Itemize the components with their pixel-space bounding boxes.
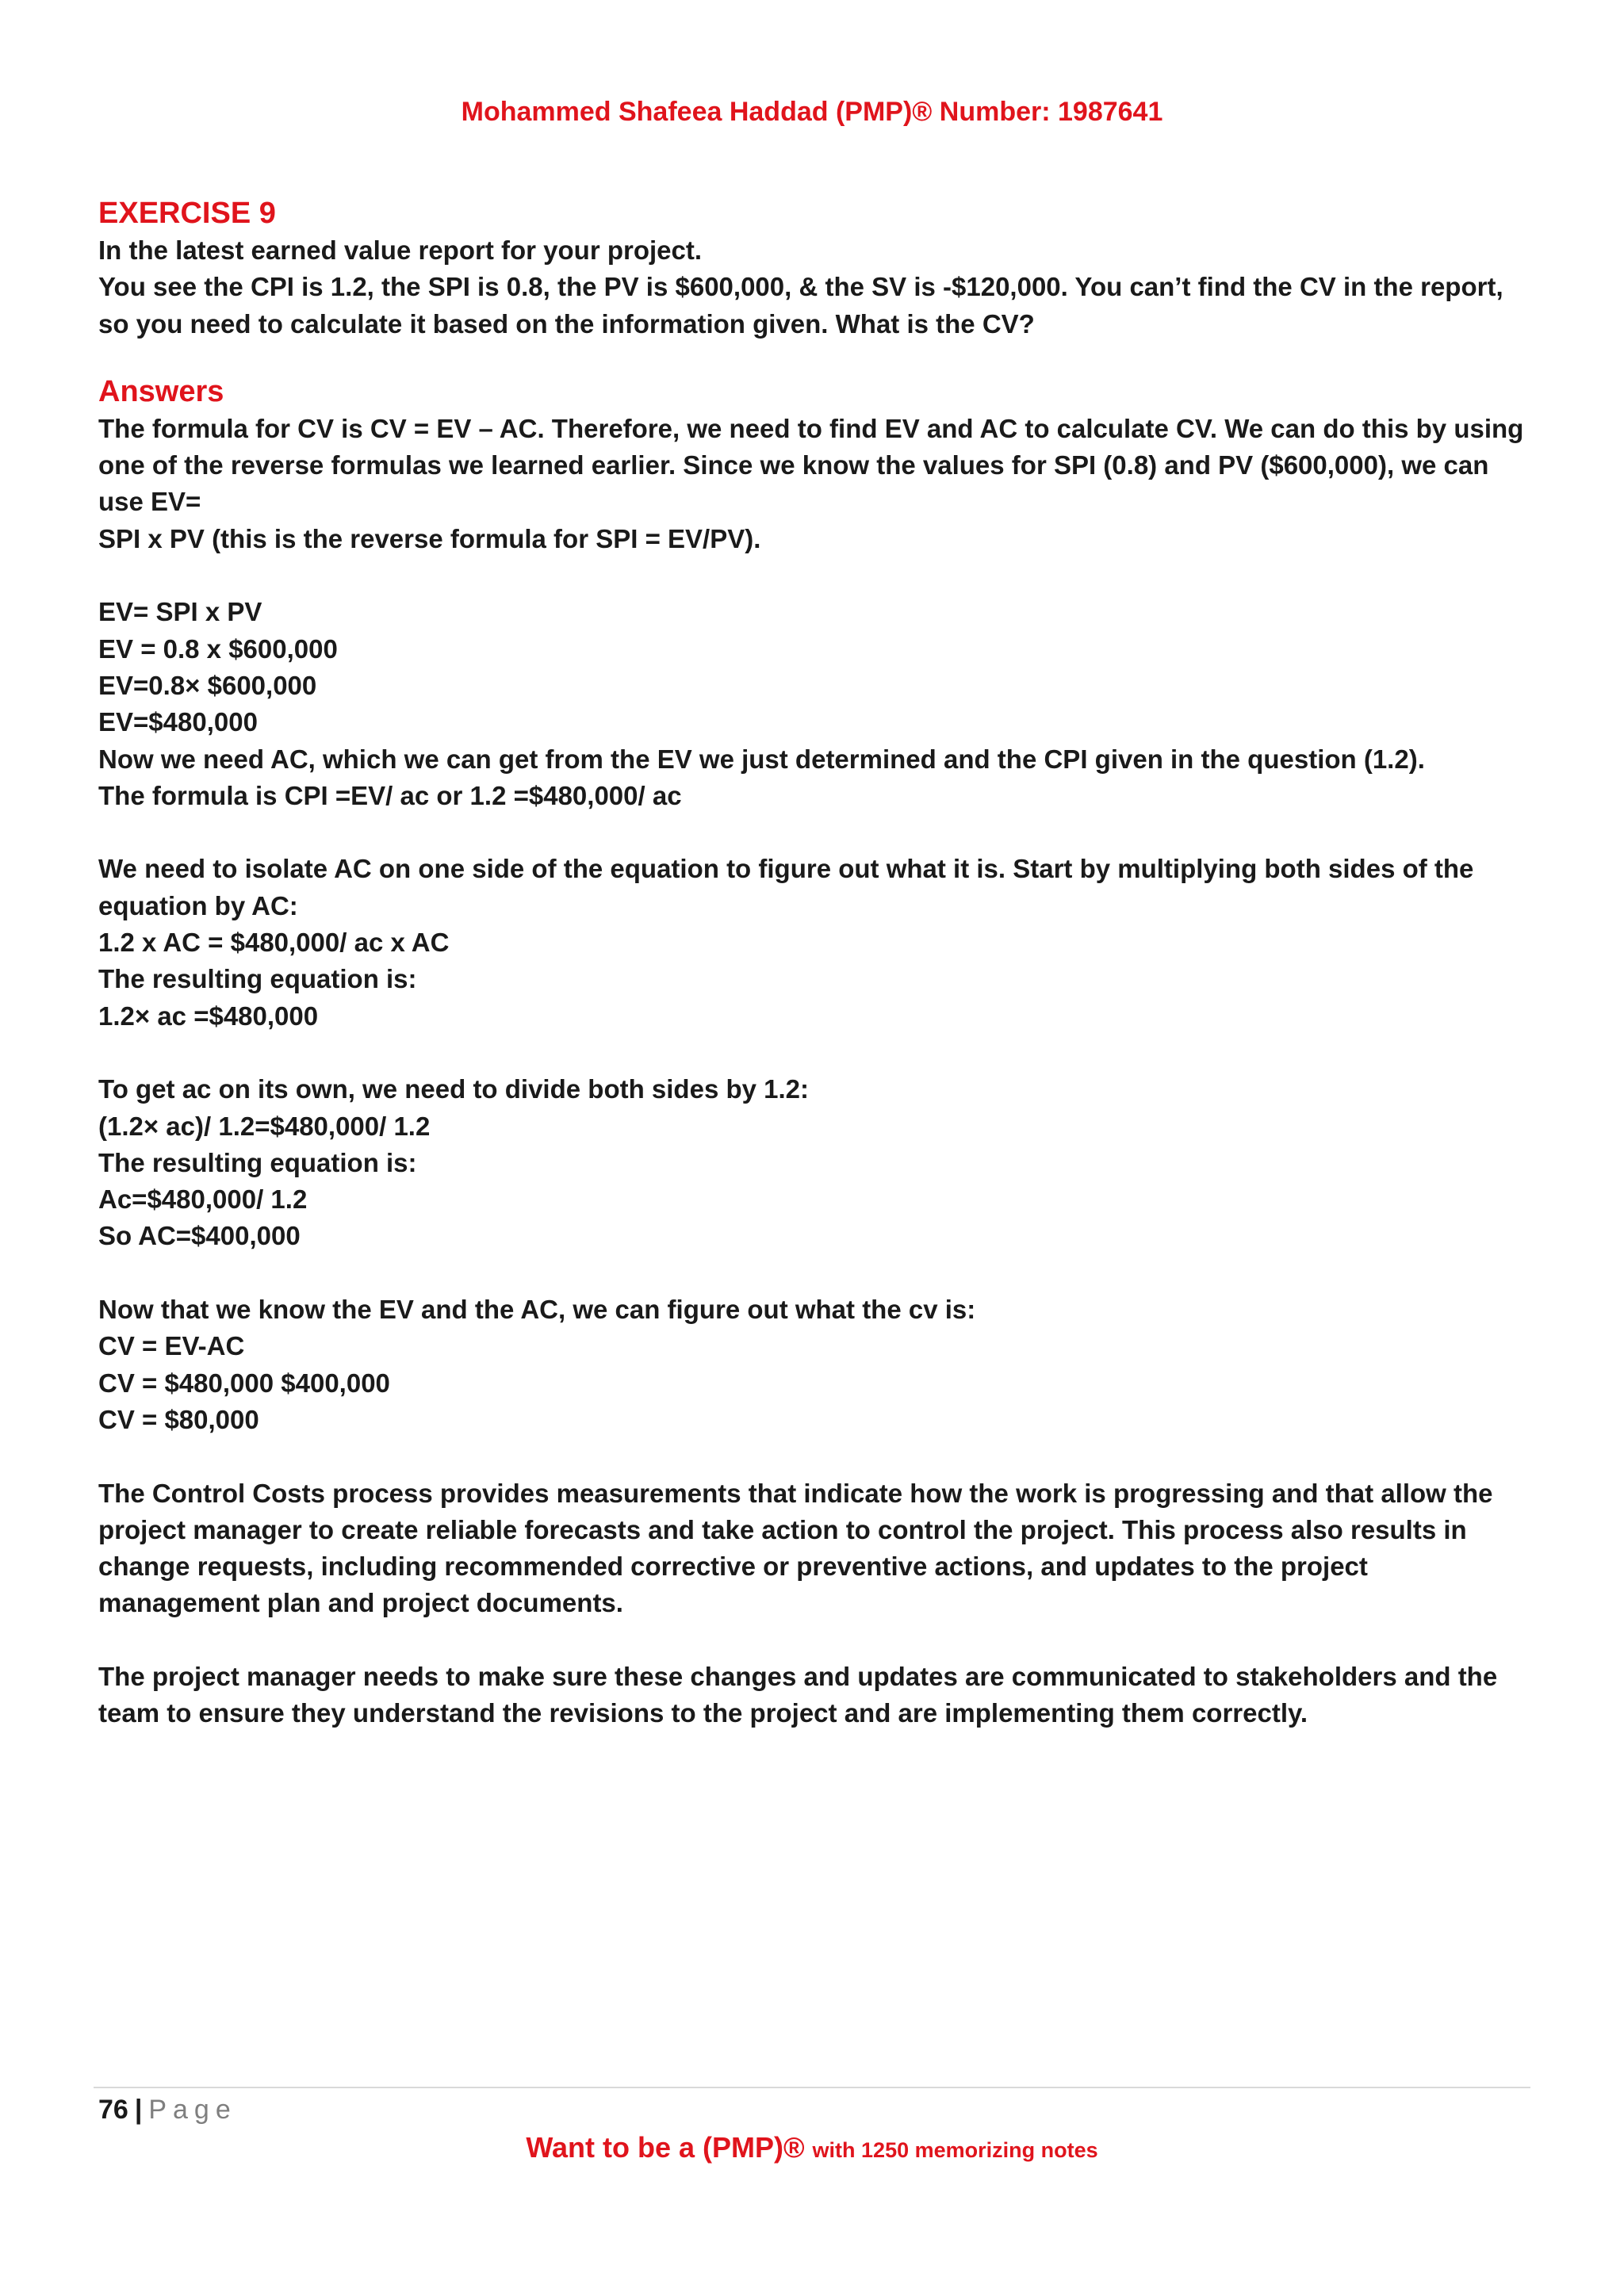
answers-body [98, 411, 1524, 1732]
page-content [98, 194, 1524, 1732]
footer-divider [94, 2087, 1530, 2088]
answer-line: management plan and project documents. [98, 1588, 623, 1618]
answer-line: project manager to create reliable forecasts and take action to control the project. This process also results in [98, 1514, 1467, 1544]
answer-line: We need to isolate AC on one side of the equation to figure out what it is. Start by multiplying both sides of the [98, 854, 1474, 884]
answer-line: 1.2 x AC = $480,000/ ac x AC [98, 928, 450, 958]
answer-line: The resulting equation is: [98, 964, 417, 994]
footer-tagline [0, 2131, 1624, 2164]
answer-line: team to ensure they understand the revisions to the project and are implementing them correctly. [98, 1698, 1308, 1728]
answer-line: The formula is CPI =EV/ ac or 1.2 =$480,000/ ac [98, 780, 682, 810]
exercise-title: EXERCISE 9 [98, 197, 276, 230]
answer-line: To get ac on its own, we need to divide both sides by 1.2: [98, 1074, 810, 1104]
answer-line: 1.2× ac =$480,000 [98, 1001, 319, 1031]
question-line: In the latest earned value report for your project. [98, 235, 703, 265]
answer-line: The Control Costs process provides measurements that indicate how the work is progressing and that allow the [98, 1478, 1493, 1508]
answer-line: (1.2× ac)/ 1.2=$480,000/ 1.2 [98, 1111, 431, 1141]
answer-line: Now that we know the EV and the AC, we can figure out what the cv is: [98, 1295, 976, 1325]
answer-line: EV = 0.8 x $600,000 [98, 633, 338, 664]
blank-line [98, 814, 1510, 851]
answer-line: EV= SPI x PV [98, 597, 262, 627]
tagline-small: with 1250 memorizing notes [812, 2138, 1098, 2162]
page-number: 76 [98, 2095, 128, 2125]
page-separator: | [134, 2095, 143, 2125]
blank-line [98, 557, 1510, 594]
answer-line: The formula for CV is CV = EV – AC. Therefore, we need to find EV and AC to calculate CV. We can do this by using [98, 413, 1524, 443]
answer-line: So AC=$400,000 [98, 1221, 301, 1251]
answer-line: EV=0.8× $600,000 [98, 670, 317, 700]
answer-line: Ac=$480,000/ 1.2 [98, 1184, 308, 1215]
exercise-question [98, 232, 1510, 342]
section-spacer [98, 342, 1510, 373]
page-header: Mohammed Shafeea Haddad (PMP)® Number: 1987641 [461, 97, 1163, 127]
answer-line: equation by AC: [98, 890, 298, 920]
answer-line: CV = EV-AC [98, 1331, 245, 1361]
page-word: Page [148, 2095, 237, 2125]
answer-line: CV = $80,000 [98, 1404, 259, 1434]
answer-line: CV = $480,000 $400,000 [98, 1368, 390, 1398]
blank-line [98, 1035, 1510, 1071]
blank-line [98, 1255, 1510, 1292]
answer-line: The resulting equation is: [98, 1147, 417, 1177]
blank-line [98, 1438, 1510, 1475]
answer-line: change requests, including recommended corrective or preventive actions, and updates to the project [98, 1552, 1368, 1582]
answers-title: Answers [98, 374, 224, 408]
question-line: You see the CPI is 1.2, the SPI is 0.8, the PV is $600,000, & the SV is -$120,000. You can’t find the CV in the report, [98, 272, 1503, 302]
page-number-block [98, 2095, 237, 2126]
answer-line: one of the reverse formulas we learned earlier. Since we know the values for SPI (0.8) and PV ($600,000), we can [98, 450, 1489, 480]
blank-line [98, 1622, 1510, 1659]
question-line: so you need to calculate it based on the information given. What is the CV? [98, 308, 1035, 339]
answer-line: Now we need AC, which we can get from the EV we just determined and the CPI given in the question (1.2). [98, 744, 1425, 774]
answer-line: EV=$480,000 [98, 707, 258, 737]
tagline-main: Want to be a (PMP)® [526, 2131, 805, 2164]
answer-line: The project manager needs to make sure these changes and updates are communicated to stakeholders and the [98, 1661, 1498, 1691]
answer-line: use EV= [98, 487, 201, 517]
answer-line: SPI x PV (this is the reverse formula for SPI = EV/PV). [98, 523, 761, 553]
